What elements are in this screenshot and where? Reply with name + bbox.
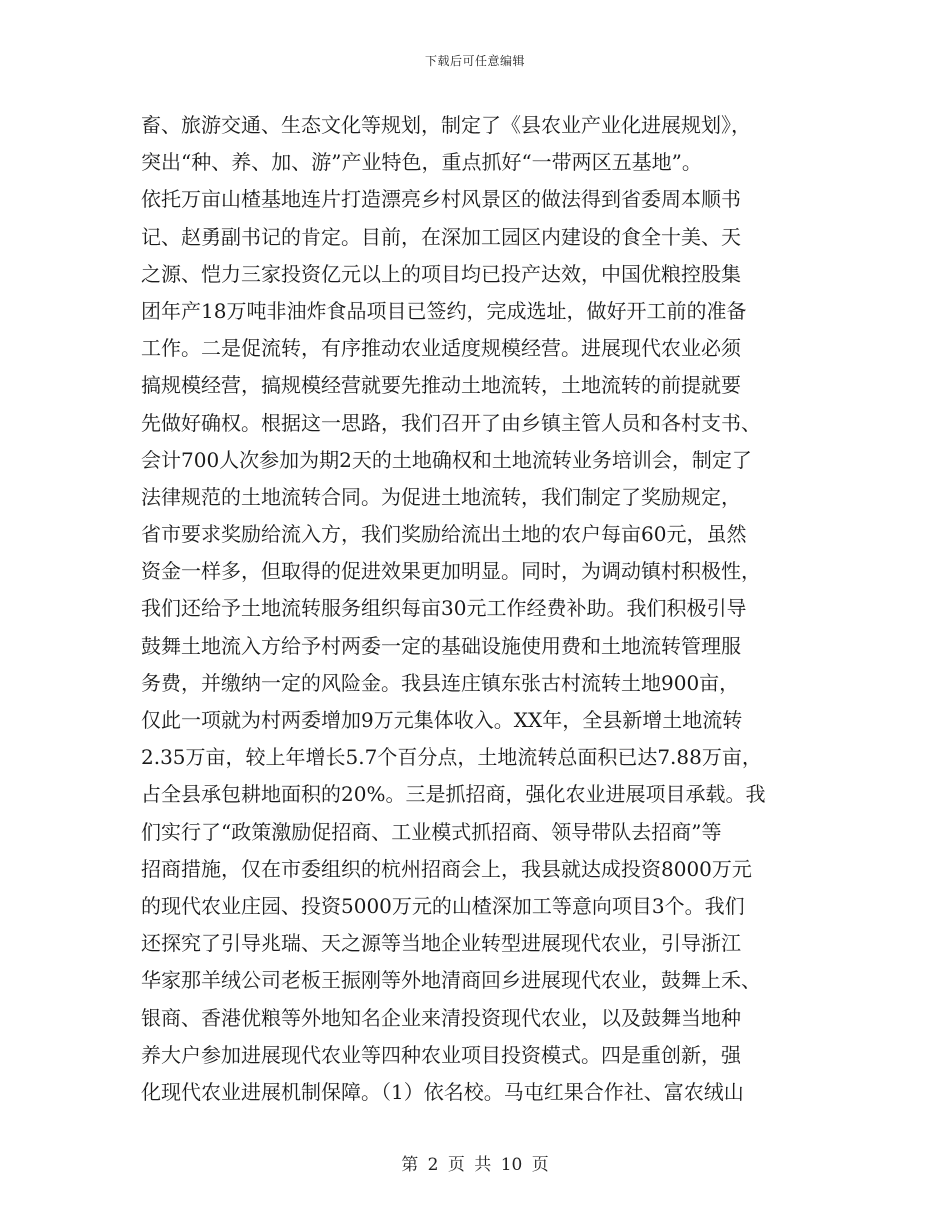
document-body	[141, 107, 813, 1111]
text-line: 2.35万亩，较上年增长5.7个百分点，土地流转总面积已达7.88万亩，	[141, 745, 762, 770]
text-line: 法律规范的土地流转合同。为促进土地流转，我们制定了奖励规定，	[141, 484, 741, 509]
text-line: 工作。二是促流转，有序推动农业适度规模经营。进展现代农业必须	[141, 336, 741, 361]
text-line: 的现代农业庄园、投资5000万元的山楂深加工等意向项目3个。我们	[141, 893, 745, 918]
text-line: 依托万亩山楂基地连片打造漂亮乡村风景区的做法得到省委周本顺书	[141, 187, 741, 212]
text-line: 养大户参加进展现代农业等四种农业项目投资模式。四是重创新，强	[141, 1042, 741, 1067]
text-line: 仅此一项就为村两委增加9万元集体收入。XX年，全县新增土地流转	[141, 708, 743, 732]
text-line: 搞规模经营，搞规模经营就要先推动土地流转，土地流转的前提就要	[141, 373, 741, 398]
text-line: 先做好确权。根据这一思路，我们召开了由乡镇主管人员和各村支书、	[141, 410, 761, 435]
text-line: 我们还给予土地流转服务组织每亩30元工作经费补助。我们积极引导	[141, 596, 747, 621]
text-line: 会计700人次参加为期2天的土地确权和土地流转业务培训会，制定了	[141, 447, 752, 472]
text-line: 记、赵勇副书记的肯定。目前，在深加工园区内建设的食全十美、天	[141, 224, 741, 249]
text-line: 资金一样多，但取得的促进效果更加明显。同时，为调动镇村积极性，	[141, 559, 761, 584]
text-line: 占全县承包耕地面积的20%。三是抓招商，强化农业进展项目承载。我	[141, 782, 766, 807]
text-line: 银商、香港优粮等外地知名企业来清投资现代农业，以及鼓舞当地种	[141, 1005, 741, 1030]
text-line: 还探究了引导兆瑞、天之源等当地企业转型进展现代农业，引导浙江	[141, 931, 741, 956]
text-line: 务费，并缴纳一定的风险金。我县连庄镇东张古村流转土地900亩，	[141, 670, 740, 695]
page-footer: 第 2 页 共 10 页	[401, 1155, 549, 1175]
text-line: 们实行了“政策激励促招商、工业模式抓招商、领导带队去招商”等	[141, 819, 722, 844]
page-header: 下载后可任意编辑	[424, 54, 525, 68]
text-line: 之源、恺力三家投资亿元以上的项目均已投产达效，中国优粮控股集	[141, 261, 741, 286]
text-line: 畜、旅游交通、生态文化等规划，制定了《县农业产业化进展规划》，	[141, 113, 751, 137]
text-line: 省市要求奖励给流入方，我们奖励给流出土地的农户每亩60元，虽然	[141, 522, 747, 547]
text-line: 鼓舞土地流入方给予村两委一定的基础设施使用费和土地流转管理服	[141, 633, 741, 658]
text-line: 华家那羊绒公司老板王振刚等外地清商回乡进展现代农业，鼓舞上禾、	[141, 968, 761, 993]
text-line: 化现代农业进展机制保障。（1）依名校。马屯红果合作社、富农绒山	[141, 1079, 744, 1104]
text-line: 突出“种、养、加、游”产业特色，重点抓好“一带两区五基地”。	[141, 150, 702, 175]
text-line: 招商措施，仅在市委组织的杭州招商会上，我县就达成投资8000万元	[141, 856, 752, 881]
text-line: 团年产18万吨非油炸食品项目已签约，完成选址，做好开工前的准备	[141, 298, 747, 323]
